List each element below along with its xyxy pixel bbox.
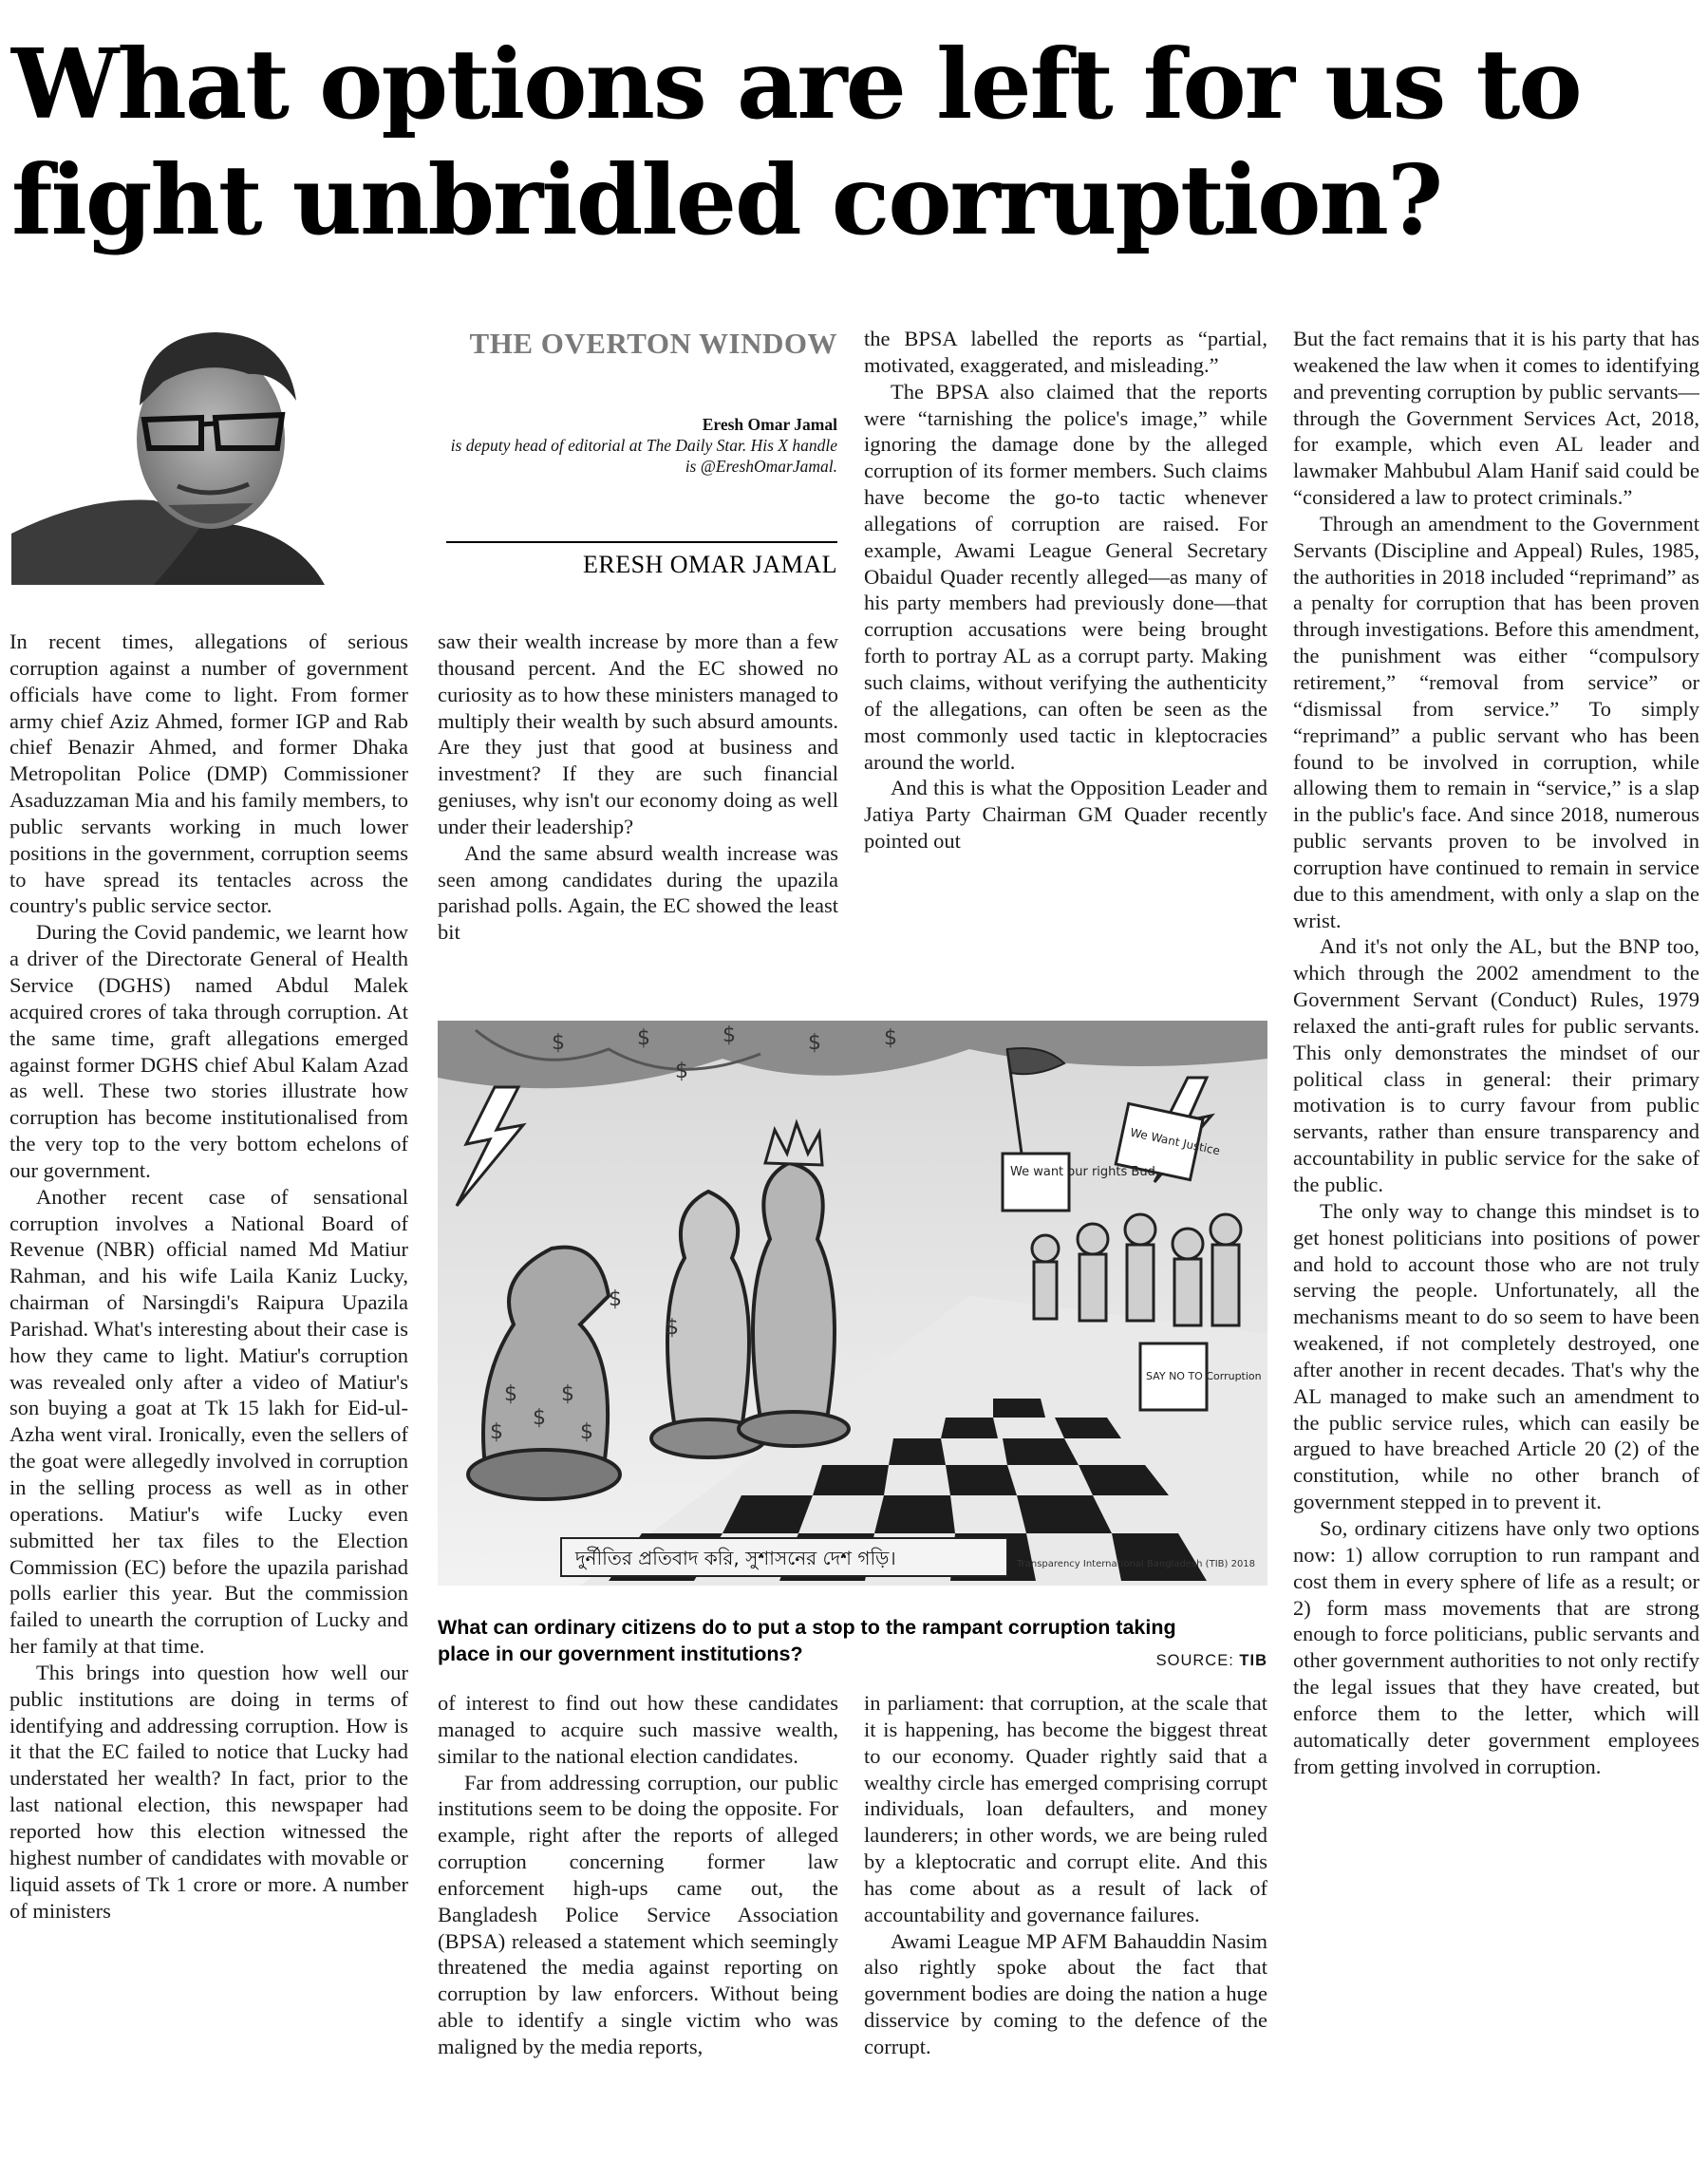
paragraph: Through an amendment to the Government Servants (Discipline and Appeal) Rules, 1985, the authorities in 2018 included “reprimand” as a penalty for corruption that has been proven through investigations. Before this amendment, the punishment was either “compulsory retirement,” “removal from service” or “dismissal from service.” To simply “reprimand” a public servant who has been found to be involved in corruption, while allowing them to remain in “service,” is a slap in the public's face. And since 2018, numerous public servants proven to be involved in corruption have continued to remain in service due to this amendment, with only a slap on the wrist. (1293, 511, 1699, 932)
image-source (1044, 1652, 1267, 1670)
paragraph: of interest to find out how these candidates managed to acquire such massive wealth, similar to the national election candidates. (438, 1691, 838, 1768)
headline: What options are left for us to fight unbridled corruption? (11, 28, 1581, 256)
paragraph: So, ordinary citizens have only two options now: 1) allow corruption to run rampant and cost them in every sphere of life as a result; or 2) form mass movements that are strong enough to force politicians, public servants and other government authorities to not only rectify the legal issues that they have created, but enforce them to the letter, which will automatically deter government employees from getting involved in corruption. (1293, 1515, 1699, 1778)
paragraph: The only way to change this mindset is to get honest politicians into positions of power and hold to account those who are not truly serving the people. Unfortunately, all the mechanisms meant to do so seem to have been weakened, if not completely destroyed, one after another in recent decades. That's why the AL managed to make such an amendment to the public service rules, which can easily be argued to have breached Article 20 (2) of the constitution, while no other branch of government stepped in to prevent it. (1293, 1198, 1699, 1514)
source-name: TIB (1239, 1652, 1267, 1669)
paragraph: Awami League MP AFM Bahauddin Nasim also rightly spoke about the fact that government bodies are doing the nation a huge disservice by coming to the defence of the corrupt. (864, 1928, 1267, 2058)
author-bio-description: is deputy head of editorial at The Daily Star. His X handle is @EreshOmarJamal. (450, 436, 837, 476)
paragraph: in parliament: that corruption, at the scale that it is happening, has become the biggest threat to our economy. Quader rightly said that a wealthy circle has emerged comprising corrupt individuals, loan defaulters, and money launderers; in other words, we are being ruled by a kleptocratic and corrupt elite. And this has come about as a result of lack of accountability and governance failures. (864, 1691, 1267, 1926)
paragraph: And this is what the Opposition Leader and Jatiya Party Chairman GM Quader recently pointed out (864, 776, 1267, 854)
svg-text:$: $ (675, 1060, 688, 1083)
column-4 (1293, 326, 1699, 2158)
paragraph: And it's not only the AL, but the BNP too, which through the 2002 amendment to the Government Servant (Conduct) Rules, 1979 relaxed the anti-graft rules for public servants. This only demonstrates the mindset of our political class in general: their primary motivation is to curry favour from public servants, rather than ensure transparency and accountability in public service for the sake of the public. (1293, 934, 1699, 1196)
paragraph: Another recent case of sensational corruption involves a National Board of Revenue (NBR) official named Md Matiur Rahman, and his wife Laila Kaniz Lucky, chairman of Narsingdi's Raipura Upazila Parishad. What's interesting about their case is how they came to light. Matiur's corruption was revealed only after a video of Matiur's son buying a goat at Tk 15 lakh for Eid-ul-Azha went viral. Ironically, even the sellers of the goat were allegedly involved in corruption in the selling process as well as in other operations. Matiur's wife Lucky even submitted her tax files to the Election Commission (EC) before the upazila parishad polls earlier this year. But the commission failed to unearth the corruption of Lucky and her family at that time. (9, 1184, 408, 1659)
svg-text:$: $ (552, 1031, 565, 1055)
svg-text:$: $ (504, 1382, 517, 1406)
protest-sign-corruption: SAY NO TO Corruption (1146, 1370, 1262, 1382)
column-2-bottom (438, 1690, 838, 2155)
paragraph: And the same absurd wealth increase was seen among candidates during the upazila parishad polls. Again, the EC showed the least bit (438, 840, 838, 945)
paragraph: saw their wealth increase by more than a few thousand percent. And the EC showed no curiosity as to how these ministers managed to multiply their wealth by such absurd amounts. Are they just that good at business and investment? If they are such financial geniuses, why isn't our economy doing as well under their leadership? (438, 629, 838, 838)
svg-text:$: $ (666, 1316, 679, 1340)
column-1 (9, 629, 408, 2157)
svg-text:$: $ (490, 1420, 503, 1444)
author-photo (11, 306, 434, 585)
paragraph: During the Covid pandemic, we learnt how a driver of the Directorate General of Health Service (DGHS) named Abdul Malek acquired crores of taka through corruption. At the same time, graft allegations emerged against former DGHS chief Abul Kalam Azad as well. These two stories illustrate how corruption has become institutionalised from the very top to the very bottom echelons of our government. (9, 920, 408, 1182)
svg-text:$: $ (637, 1026, 650, 1050)
svg-text:$: $ (723, 1024, 736, 1047)
author-bio (446, 414, 837, 477)
column-2-top (438, 629, 838, 980)
svg-text:$: $ (808, 1031, 821, 1055)
svg-text:$: $ (561, 1382, 574, 1406)
cartoon-illustration (438, 1021, 1267, 1586)
column-3-top (864, 326, 1267, 981)
paragraph: In recent times, allegations of serious corruption against a number of government officials have come to light. From former army chief Aziz Ahmed, former IGP and Rab chief Benazir Ahmed, and former Dhaka Metropolitan Police (DMP) Commissioner Asaduzzaman Mia and his family members, to public servants working in much lower positions in the government, corruption seems to have spread its tentacles across the country's public service sector. (9, 629, 408, 918)
byline: ERESH OMAR JAMAL (582, 551, 837, 578)
source-label: SOURCE: (1155, 1652, 1234, 1669)
column-3-bottom (864, 1690, 1267, 2155)
cartoon-credit: Transparency International Bangladesh (TIB) 2018 (1017, 1559, 1256, 1569)
paragraph: But the fact remains that it is his party that has weakened the law when it comes to identifying and preventing corruption by public servants—through the Government Services Act, 2018, for example, which even AL leader and lawmaker Mahbubul Alam Hanif said could be “considered a law to protect criminals.” (1293, 327, 1699, 510)
svg-text:$: $ (609, 1287, 622, 1311)
image-caption: What can ordinary citizens do to put a stop to the rampant corruption taking place in our government institutions? (438, 1616, 1176, 1665)
svg-text:$: $ (533, 1406, 546, 1430)
paragraph: The BPSA also claimed that the reports were “tarnishing the police's image,” while ignoring the damage done by the alleged corruption of its former members. Such claims have become the go-to tactic whenever allegations of corruption are raised. For example, Awami League General Secretary Obaidul Quader recently alleged—as many of his party members had previously done—that corruption accusations were being brought forth to portray AL as a corrupt party. Making such claims, without verifying the authenticity of the allegations, can often be seen as the most commonly used tactic in kleptocracies around the world. (864, 379, 1267, 774)
protest-sign-rights: We want our rights Bud (1010, 1165, 1155, 1179)
protest-sign-justice: We Want Justice (1129, 1125, 1222, 1158)
byline-rule (446, 541, 837, 543)
paragraph: This brings into question how well our public institutions are doing in terms of identifying and addressing corruption. How is it that the EC failed to notice that Lucky had understated her wealth? In fact, prior to the last national election, this newspaper had reported how this election witnessed the highest number of candidates with movable or liquid assets of Tk 1 crore or more. A number of ministers (9, 1660, 408, 1923)
svg-text:$: $ (580, 1420, 593, 1444)
paragraph: Far from addressing corruption, our public institutions seem to be doing the opposite. For example, right after the reports of alleged corruption concerning former law enforcement high-ups came out, the Bangladesh Police Service Association (BPSA) released a statement which seemingly threatened the media against reporting on corruption by law enforcers. Without being able to identify a single victim who was maligned by the media reports, (438, 1770, 838, 2058)
svg-text:$: $ (884, 1026, 897, 1050)
cartoon-banner-text: দুর্নীতির প্রতিবাদ করি, সুশাসনের দেশ গড়ি। (575, 1547, 896, 1569)
column-kicker: THE OVERTON WINDOW (469, 327, 837, 360)
paragraph: the BPSA labelled the reports as “partial, motivated, exaggerated, and misleading.” (864, 327, 1267, 377)
author-bio-name: Eresh Omar Jamal (702, 415, 837, 434)
